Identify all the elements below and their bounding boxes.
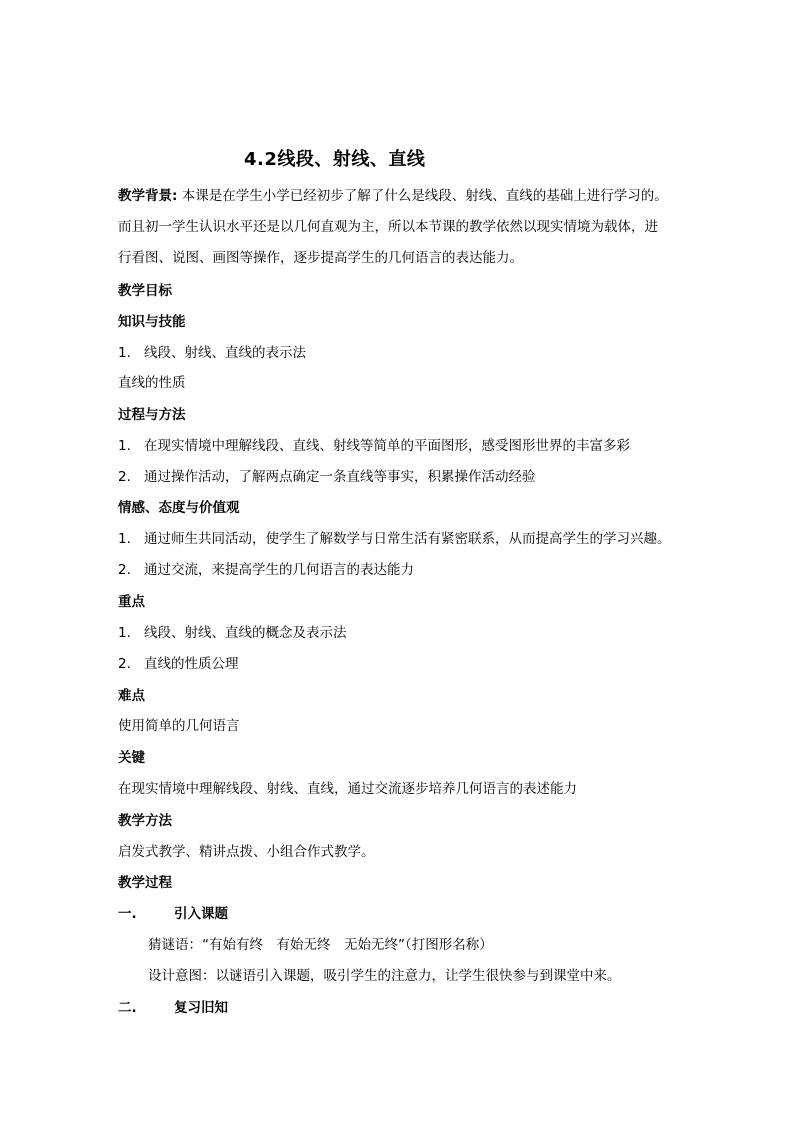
list-number: 1.	[118, 531, 131, 547]
process-item-1	[118, 436, 630, 456]
list-number: 2.	[118, 656, 131, 672]
section-2-heading	[118, 998, 228, 1018]
background-text-2: 而且初一学生认识水平还是以几何直观为主，所以本节课的教学依然以现实情境为载体，进	[118, 219, 658, 235]
page-title: 4.2线段、射线、直线	[244, 149, 426, 170]
goals-heading: 教学目标	[118, 283, 172, 299]
riddle-text: 猜谜语：“有始有终 有始无终 无始无终”（打图形名称）	[148, 937, 493, 953]
difficulty-heading: 难点	[118, 688, 145, 704]
emotion-item-2	[118, 560, 414, 580]
emotion-heading: 情感、态度与价值观	[118, 500, 240, 516]
section-title: 复习旧知	[174, 1000, 228, 1016]
list-number: 2.	[118, 562, 131, 578]
difficulty-text: 使用简单的几何语言	[118, 718, 240, 734]
process-item-2	[118, 467, 536, 487]
methods-heading: 教学方法	[118, 813, 172, 829]
list-item-text: 在现实情境中理解线段、直线、射线等简单的平面图形，感受图形世界的丰富多彩	[144, 438, 630, 454]
list-item-text: 直线的性质公理	[144, 656, 239, 672]
key-points-item-1	[118, 623, 347, 643]
background-text-1: 本课是在学生小学已经初步了解了什么是线段、射线、直线的基础上进行学习的。	[181, 188, 668, 204]
procedure-heading: 教学过程	[118, 875, 172, 891]
list-number: 1.	[118, 625, 131, 641]
list-item-text: 通过交流，来提高学生的几何语言的表达能力	[144, 562, 414, 578]
section-1-heading	[118, 904, 228, 924]
list-number: 2.	[118, 469, 131, 485]
section-title: 引入课题	[174, 906, 228, 922]
list-number: 1.	[118, 345, 131, 361]
list-item-text: 线段、射线、直线的概念及表示法	[144, 625, 347, 641]
list-number: 1.	[118, 438, 131, 454]
process-heading: 过程与方法	[118, 407, 186, 423]
key-points-heading: 重点	[118, 594, 145, 610]
list-item-text: 线段、射线、直线的表示法	[144, 345, 306, 361]
background-label: 教学背景:	[118, 188, 178, 204]
methods-text: 启发式教学、精讲点拨、小组合作式教学。	[118, 844, 375, 860]
background-paragraph-line-1	[118, 186, 668, 206]
knowledge-item-1	[118, 343, 306, 363]
knowledge-item-2: 直线的性质	[118, 375, 186, 391]
knowledge-heading: 知识与技能	[118, 314, 186, 330]
section-number: 一.	[118, 906, 137, 922]
key-points-item-2	[118, 654, 239, 674]
design-intent-text: 设计意图：以谜语引入课题，吸引学生的注意力，让学生很快参与到课堂中来。	[148, 968, 621, 984]
background-text-3: 行看图、说图、画图等操作，逐步提高学生的几何语言的表达能力。	[118, 250, 523, 266]
list-item-text: 通过师生共同活动，使学生了解数学与日常生活有紧密联系，从而提高学生的学习兴趣。	[144, 531, 671, 547]
key-heading: 关键	[118, 750, 145, 766]
emotion-item-1	[118, 529, 671, 549]
list-item-text: 通过操作活动，了解两点确定一条直线等事实，积累操作活动经验	[144, 469, 536, 485]
section-number: 二.	[118, 1000, 137, 1016]
key-text: 在现实情境中理解线段、射线、直线，通过交流逐步培养几何语言的表述能力	[118, 781, 577, 797]
